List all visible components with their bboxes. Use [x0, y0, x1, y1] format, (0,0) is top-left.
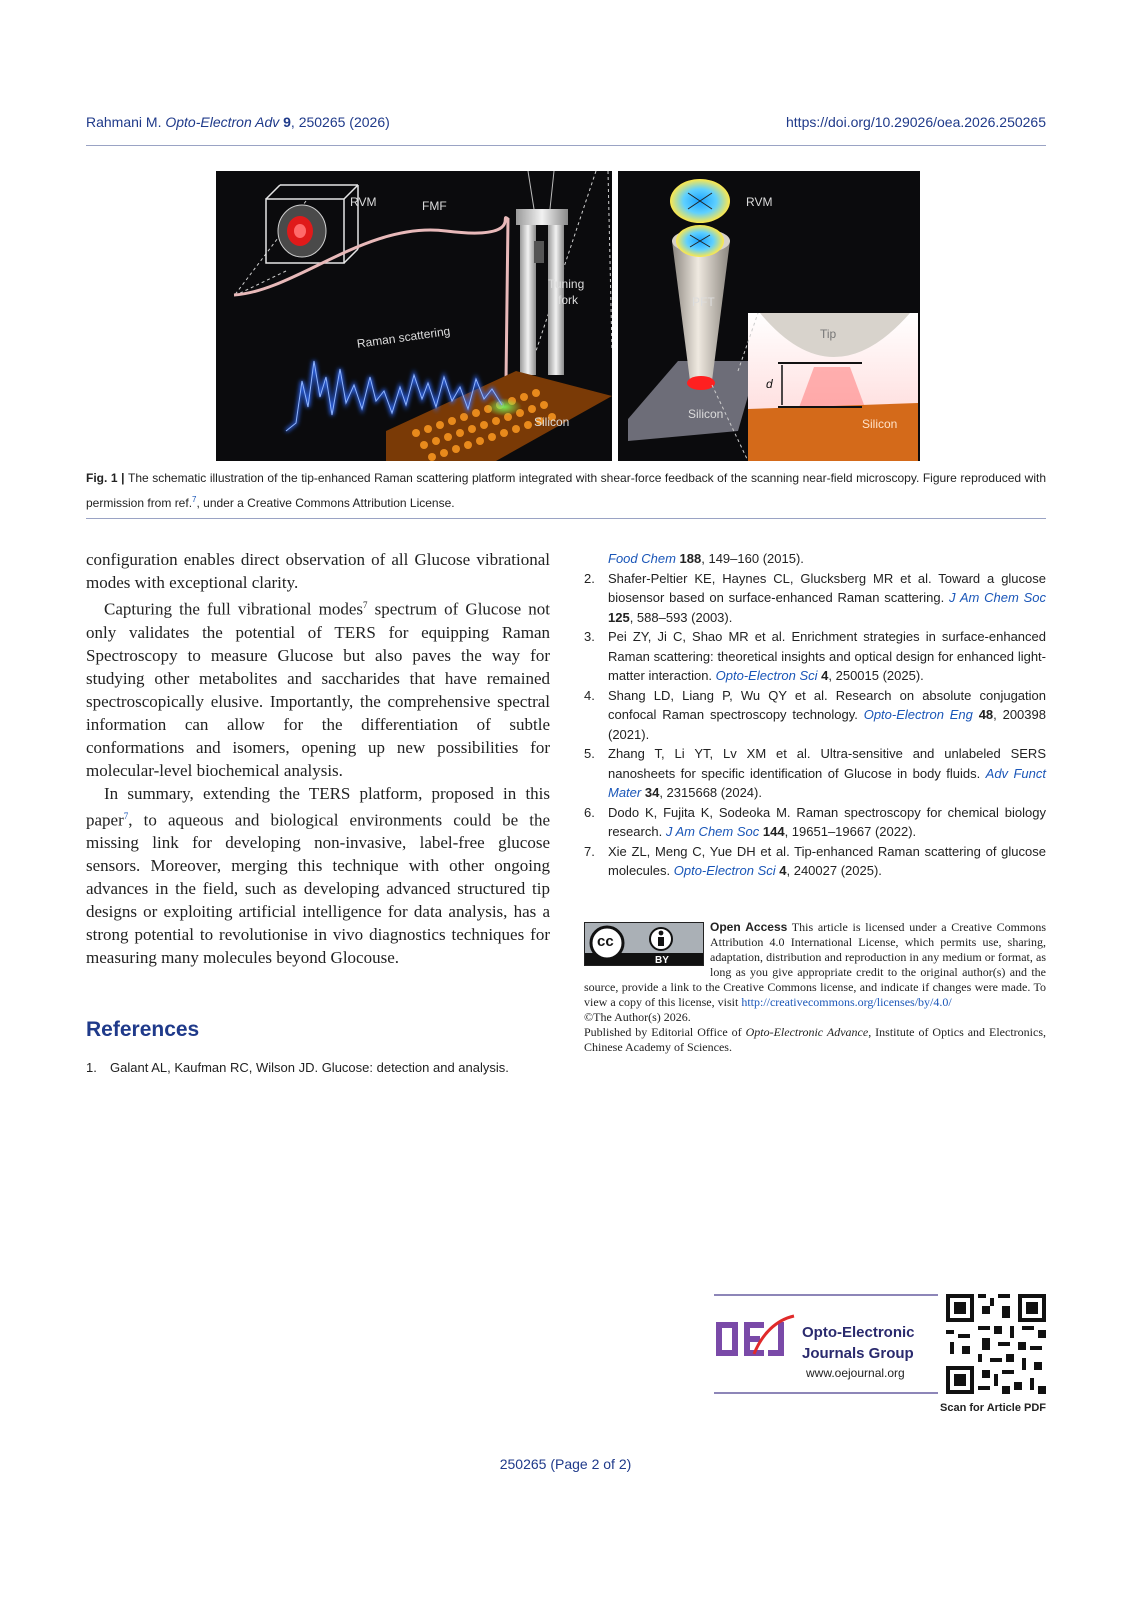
- label-silicon-b1: Silicon: [688, 407, 724, 421]
- copyright-line: ©The Author(s) 2026.: [584, 1010, 691, 1024]
- page-footer: 250265 (Page 2 of 2): [499, 1456, 632, 1472]
- label-tip: Tip: [820, 327, 837, 341]
- cc-text: cc: [597, 933, 614, 950]
- caption-ref-link[interactable]: 7: [192, 495, 197, 504]
- label-tuning-fork-1: Tuning: [548, 277, 585, 291]
- label-distance-d: d: [766, 377, 773, 391]
- header-author: Rahmani M.: [86, 114, 162, 130]
- reference-6: 6. Dodo K, Fujita K, Sodeoka M. Raman spectroscopy for chemical biology research. J Am Chem Soc 144, 19651–19667 (2022).: [584, 804, 1046, 839]
- running-header: [86, 114, 1046, 136]
- header-journal: Opto-Electron Adv: [165, 114, 280, 130]
- body-text-column: [86, 548, 550, 969]
- citation-7-link[interactable]: 7: [363, 600, 368, 610]
- header-volume: 9: [283, 114, 291, 130]
- reference-4: 4. Shang LD, Liang P, Wu QY et al. Research on absolute conjugation confocal Raman spectroscopy technology. Opto-Electron Eng 48, 200398 (2021).: [584, 687, 1046, 742]
- open-access-text: Open Access This article is licensed under a Creative Commons Attribution 4.0 International License, which permits use, sharing, adaptation, distribution and reproduction in any medium or format, as long as you give appropriate credit to the original author(s) and the source, provide a link to the Creative Commons license, and indicate if changes were made. To view a copy of this license, visit http://creativecommons.org/licenses/by/4.0/ ©The Author(s) 2026. Published by Editorial Office of Opto-Electronic Advance, Institute of Optics and Electronics, Chinese Academy of Sciences.: [584, 920, 1046, 1054]
- label-silicon-a: Silicon: [534, 415, 570, 429]
- reference-3: 3. Pei ZY, Ji C, Shao MR et al. Enrichment strategies in surface-enhanced Raman scattering: theoretical insights and optical design for enhanced light-matter interaction. Opto-Electron Sci 4, 250015 (2025).: [584, 629, 1046, 683]
- open-access-heading: Open Access: [710, 920, 788, 934]
- reference-6-journal-link[interactable]: J Am Chem Soc: [665, 824, 760, 839]
- figure-panel-a: [216, 171, 612, 461]
- publisher-name: Opto-Electronic Journals Group: [802, 1324, 915, 1362]
- oej-logo-mark-icon: [714, 1314, 798, 1364]
- publisher-url[interactable]: www.oejournal.org: [806, 1366, 905, 1380]
- license-url-link[interactable]: http://creativecommons.org/licenses/by/4.0/: [741, 995, 952, 1009]
- figure-1: [216, 171, 920, 461]
- qr-caption: Scan for Article PDF: [940, 1402, 1046, 1414]
- reference-5-journal-link[interactable]: Adv Funct Mater: [608, 765, 1046, 800]
- label-fmf: FMF: [422, 199, 447, 213]
- header-divider: [86, 145, 1046, 146]
- paragraph-1: configuration enables direct observation of all Glucose vibrational modes with exceptional clarity.: [86, 550, 550, 592]
- reference-2-journal-link[interactable]: J Am Chem Soc: [949, 590, 1046, 605]
- references-list: [584, 549, 1046, 881]
- label-tuning-fork-2: fork: [558, 293, 579, 307]
- paragraph-2: Capturing the full vibrational modes$^7$ spectrum of Glucose not only validates the potential of TERS for equipping Raman Spectroscopy to measure Glucose but also paves the way for studying other metabolites and saccharides that have remained spectroscopically elusive. Importantly, the comprehensive spectral information can allow for the differentiation of subtle conformations and isomers, opening up new possibilities for molecular-level biochemical analysis.: [86, 599, 550, 780]
- label-raman-scattering: Raman scattering: [356, 323, 452, 351]
- by-text: BY: [655, 955, 669, 966]
- reference-1-journal-link[interactable]: Food Chem: [608, 551, 676, 566]
- figure-panel-b: [618, 171, 920, 461]
- label-rvm: RVM: [350, 195, 377, 209]
- reference-1: 1. Galant AL, Kaufman RC, Wilson JD. Glucose: detection and analysis.: [86, 1060, 509, 1075]
- caption-tail: , under a Creative Commons Attribution License.: [196, 496, 455, 510]
- reference-2: 2. Shafer-Peltier KE, Haynes CL, Glucksberg MR et al. Toward a glucose biosensor based on surface-enhanced Raman scattering. J Am Chem Soc 125, 588–593 (2003).: [584, 570, 1046, 625]
- cc-by-license-icon[interactable]: [584, 922, 704, 966]
- caption-text: The schematic illustration of the tip-enhanced Raman scattering platform integrated with shear-force feedback of the scanning near-field microscopy. Figure reproduced with permission from ref.: [86, 471, 1046, 510]
- references-heading: References: [86, 1018, 200, 1041]
- reference-3-journal-link[interactable]: Opto-Electron Sci: [715, 668, 818, 683]
- header-doi-link[interactable]: https://doi.org/10.29026/oea.2026.250265: [786, 114, 1046, 130]
- label-rvm-b: RVM: [746, 195, 773, 209]
- reference-1-continued: Food Chem 188, 149–160 (2015).: [608, 551, 804, 566]
- paragraph-3: In summary, extending the TERS platform, proposed in this paper$^7$, to aqueous and biological environments could be the missing link for developing non-invasive, label-free glucose sensors. Moreover, merging this technique with other ongoing advances in the field, such as developing advanced structured tip designs or exploiting artificial intelligence for data analysis, has a strong potential to revolutionise in vivo diagnostics techniques for measuring many molecules beyond Glocouse.: [86, 783, 550, 968]
- open-access-notice: [584, 920, 1046, 1055]
- header-citation: [86, 114, 390, 130]
- citation-7-link[interactable]: 7: [123, 810, 129, 821]
- article-pdf-qr-code[interactable]: [946, 1294, 1046, 1394]
- header-article-year: , 250265 (2026): [290, 114, 390, 130]
- reference-7-journal-link[interactable]: Opto-Electron Sci: [673, 863, 776, 878]
- caption-label: Fig. 1 |: [86, 471, 129, 485]
- reference-7: 7. Xie ZL, Meng C, Yue DH et al. Tip-enhanced Raman scattering of glucose molecules. Opto-Electron Sci 4, 240027 (2025).: [584, 843, 1046, 878]
- figure-caption: [86, 468, 1046, 514]
- label-silicon-b2: Silicon: [862, 417, 898, 431]
- label-pft: PFT: [692, 295, 715, 309]
- caption-divider: [86, 518, 1046, 519]
- publisher-logo[interactable]: [714, 1294, 938, 1394]
- reference-4-journal-link[interactable]: Opto-Electron Eng: [863, 707, 973, 722]
- reference-5: 5. Zhang T, Li YT, Lv XM et al. Ultra-sensitive and unlabeled SERS nanosheets for specific identification of Glucose in body fluids. Adv Funct Mater 34, 2315668 (2024).: [584, 746, 1046, 800]
